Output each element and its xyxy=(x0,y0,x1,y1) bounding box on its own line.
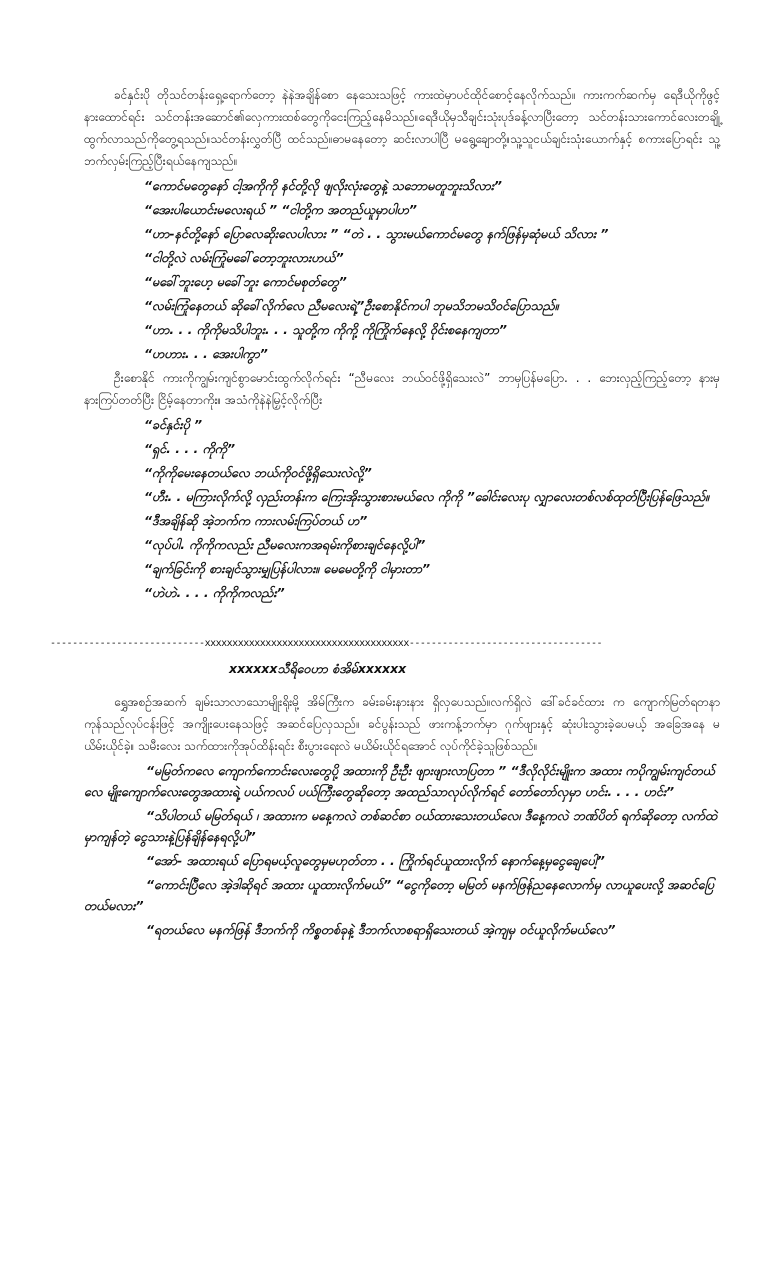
dialogue-line: “အော်- အထားရယ် ပြောရမယ့်လူတွေမှမဟုတ်တာ . . ကြိုက်ရင်ယူထားလိုက် နောက်နေ့မှငွေချေပေါ့” xyxy=(146,853,605,868)
dialogue-line: “ကောင်မတွေနော် ငါ့အကိုကို နင်တို့လို ဖျလိုးလုံးတွေနဲ့ သဘောမတူဘူးသိလား” xyxy=(144,178,502,193)
section-heading: xxxxxxသီရိဝေဟာ စံအိမ်xxxxxx xyxy=(229,661,407,676)
dialogue-line: “သိပါတယ် မမြတ်ရယ် ၊ အထားက မနေ့ကလဲ တစ်ဆင်စာ ဝယ်ထားသေးတယ်လေ၊ ဒီနေ့ကလဲ ဘဏ်ပိတ် ရက်ဆိုတော့ လက်ထဲမှာကျန်တဲ့ ငွေသားနဲ့ပြန်ချိန်နေရလို့ပါ” xyxy=(84,808,718,844)
dialogue-line: “ဟာ-နင်တို့နော် ပြောလေဆိုးလေပါလား ” “တဲ . . သွားမယ်ကောင်မတွေ နက်ဖြန်မှဆုံမယ် သိလား ” xyxy=(144,226,609,241)
dialogue-line: “မမြတ်ကလေ ကျောက်ကောင်းလေးတွေပို့ အထားကို ဦးဦး ဖျားဖျားလာပြတာ ” “ဒီလိုလိုင်းမျိုးက အထား ကပိုကျွမ်းကျင်တယ်လေ မျိုးကျောက်လေးတွေအထားရဲ့ ပယ်ကလပ် ပယ်ကြီးတွေဆိုတော့ အထည်သာလုပ်လိုက်ရင် တော်တော်လှမှာ ဟင်း. . . . ဟင်း” xyxy=(84,763,715,799)
dialogue-line: “ချက်ခြင်းကို စားချင်သွားမျှပြန်ပါလား။ မေမေတို့ကို ငါမှားတာ” xyxy=(144,561,431,576)
intro-paragraph: ရွှေအစဉ်အဆက် ချမ်းသာလာသောမျိုးရိုးမို့ အိမ်ကြီးက ခမ်းခမ်းနားနား ရှိလှပေသည်။လက်ရှိလဲ ဒေါ်ခင်ခင်ထား က ကျောက်မြတ်ရတနာ ကုန်သည်လုပ်ငန်းဖြင့် အကျိုးပေးနေသဖြင့် အဆင်ပြေလှသည်။ ခင်ပွန်းသည် ဖားကန့်ဘက်မှာ ဂုက်ဖျားနှင့် ဆုံးပါးသွားခဲ့ပေမယ့် အခြေအနေ မယိမ်းယိုင်ခဲ့။ သမီးလေး သက်ထားကိုအုပ်ထိန်းရင်း စီးပွားရေးလဲ မယိမ်းယိုင်ရအောင် လုပ်ကိုင်ခဲ့သူဖြစ်သည်။ xyxy=(84,695,720,753)
section-divider: ----------------------------xxxxxxxxxxxxxxxxxxxxxxxxxxxxxxxxxxxxx----------------------------------- xyxy=(50,638,603,649)
dialogue-line: “ဟဟား. . . အေးပါကွာ” xyxy=(144,346,268,361)
dialogue-line: “ငါတို့လဲ လမ်းကြုံမခေါ်တော့ဘူးလားဟယ်” xyxy=(144,250,344,265)
narrative-paragraph: ဦးစောနိုင် ကားကိုကျွမ်းကျင်စွာမောင်းထွက်လိုက်ရင်း “ညီမလေး ဘယ်ဝင်ဖို့ရှိသေးလဲ” ဘာမှပြန်မပြော. . . ဘေးလှည့်ကြည့်တော့ နားမှနားကြပ်တတ်ပြီး ငြိမ့်နေတာကိုး။ အသံကိုနဲနဲမြှင့်လိုက်ပြီး xyxy=(84,371,720,407)
dialogue-line: “ဟာ. . . ကိုကိုမသိပါဘူး. . . သူတို့က ကိုကို့ ကိုကြိုက်နေလို့ ဝိုင်းစနေကျတာ” xyxy=(144,322,507,337)
dialogue-line: “ကောင်းပြီလေ အဲ့ဒါဆိုရင် အထား ယူထားလိုက်မယ်” “ငွေကိုတော့ မမြတ် မနက်ဖြန်ညနေလောက်မှ လာယူပေးလို့ အဆင်ပြေတယ်မလား” xyxy=(84,877,715,913)
dialogue-line: “မခေါ်ဘူးဟေ့ မခေါ်ဘူး ကောင်မစုတ်တွေ” xyxy=(144,274,347,289)
dialogue-line: “အေးပါယောင်းမလေးရယ် ” “ငါတို့က အတည်ယူမှာပါဟ” xyxy=(144,202,417,217)
dialogue-line: “ကိုကိုမေးနေတယ်လေ ဘယ်ကိုဝင်ဖို့ရှိသေးလဲလို့” xyxy=(144,465,372,480)
dialogue-line: “ရှင်. . . . ကိုကို” xyxy=(144,441,236,456)
dialogue-line: “ရတယ်လေ မနက်ဖြန် ဒီဘက်ကို ကိစ္စတစ်ခုနဲ့ ဒီဘက်လာစရာရှိသေးတယ် အဲ့ကျမှ ဝင်ယူလိုက်မယ်လေ” xyxy=(146,922,616,937)
dialogue-line: “ဒီအချိန်ဆို အဲ့ဘက်က ကားလမ်းကြပ်တယ် ဟ” xyxy=(144,513,368,528)
story-section-1 xyxy=(84,84,720,603)
intro-paragraph: ခင်နှင်းပို တိုသင်တန်းရှေ့ရောက်တော့ နဲနဲအချိန်စော နေသေးသဖြင့် ကားထဲမှာပင်ထိုင်စောင့်နေလိုက်သည်။ ကားကက်ဆက်မှ ရေဒီယိုကိုဖွင့်နားထောင်ရင်း သင်တန်းအဆောင်၏လှေကားထစ်တွေကိုငေးကြည့်နေမိသည်။ရေဒီယိုမှသီချင်းသုံးပုဒ်ခန့်လာပြီးတော့ သင်တန်းသားကောင်လေးတချို့ ထွက်လာသည်ကိုတွေ့ရသည်။သင်တန်းလွှတ်ပြီ ထင်သည်။ဓာမနေတော့ ဆင်းလာပါပြီ မရွေ့ချောတို့။သူ့သူငယ်ချင်းသုံးယောက်နှင့် စကားပြောရင်း သူ့ဘက်လှမ်းကြည့်ပြီးရယ်နေကျသည်။ xyxy=(84,88,720,168)
dialogue-line: “ဟဲဟဲ. . . . ကိုကိုကလည်း” xyxy=(144,585,285,600)
dialogue-line: “ဟီး. . မကြားလိုက်လို့ လှည်းတန်းက ကြေးအိုးသွားစားမယ်လေ ကိုကို ”ခေါင်းလေးပု လျှာလေးတစ်လစ်ထုတ်ပြီးပြန်ဖြေသည်။ xyxy=(144,489,710,504)
dialogue-line: “ခင်နှင်းပို ” xyxy=(144,417,203,432)
dialogue-line: “လမ်းကြုံနေတယ် ဆိုခေါ်လိုက်လေ ညီမလေးရဲ့”ဦးစောနိုင်ကပါ ဘုမသိဘမသိဝင်ပြောသည်။ xyxy=(144,298,559,313)
dialogue-line: “လုပ်ပါ. ကိုကိုကလည်း ညီမလေးကအရမ်းကိုစားချင်နေလို့ပါ” xyxy=(144,537,426,552)
story-section-2 xyxy=(84,691,720,940)
